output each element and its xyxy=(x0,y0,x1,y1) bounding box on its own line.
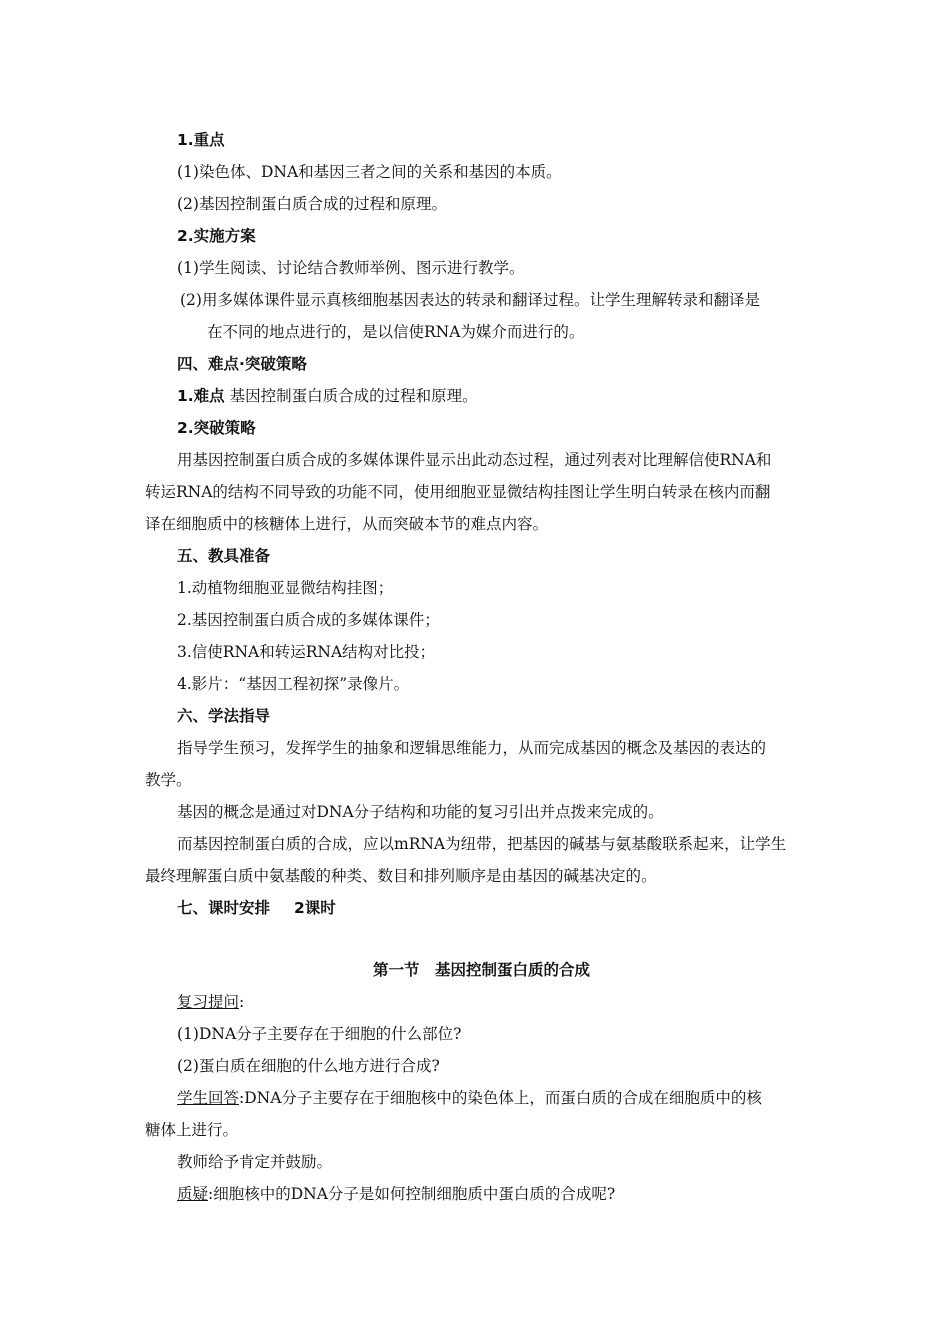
paragraph-line: (2)用多媒体课件显示真核细胞基因表达的转录和翻译过程。让学生理解转录和翻译是 xyxy=(180,291,760,309)
review-label: 复习提问 xyxy=(177,993,240,1011)
paragraph-line: 最终理解蛋白质中氨基酸的种类、数目和排列顺序是由基因的碱基决定的。 xyxy=(145,867,657,885)
question-item: (2)蛋白质在细胞的什么地方进行合成? xyxy=(177,1057,440,1075)
query-label: 质疑 xyxy=(177,1185,209,1203)
heading-strategy: 2.突破策略 xyxy=(177,419,256,437)
difficulty-text: 基因控制蛋白质合成的过程和原理。 xyxy=(229,387,478,405)
heading-difficulty: 四、难点·突破策略 xyxy=(177,355,307,373)
paragraph-line: 而基因控制蛋白质的合成，应以mRNA为纽带，把基因的碱基与氨基酸联系起来，让学生 xyxy=(177,835,787,853)
section-title: 第一节 基因控制蛋白质的合成 xyxy=(373,961,591,979)
paragraph-line xyxy=(177,1184,615,1204)
paragraph-line: 用基因控制蛋白质合成的多媒体课件显示出此动态过程，通过列表对比理解信使RNA和 xyxy=(177,451,772,469)
question-item: (1)DNA分子主要存在于细胞的什么部位? xyxy=(177,1025,462,1043)
answer-text: :DNA分子主要存在于细胞核中的染色体上，而蛋白质的合成在细胞质中的核 xyxy=(239,1089,762,1107)
paragraph-line xyxy=(177,992,244,1012)
list-item: 3.信使RNA和转运RNA结构对比投； xyxy=(177,643,436,661)
difficulty-label: 1.难点 xyxy=(177,387,225,405)
heading-study-guide: 六、学法指导 xyxy=(177,707,271,725)
schedule-label: 七、课时安排 xyxy=(177,899,271,917)
paragraph-line: 指导学生预习，发挥学生的抽象和逻辑思维能力，从而完成基因的概念及基因的表达的 xyxy=(177,739,767,757)
heading-implementation: 2.实施方案 xyxy=(177,227,256,245)
heading-schedule xyxy=(177,898,336,918)
paragraph-line: (2)基因控制蛋白质合成的过程和原理。 xyxy=(177,195,447,213)
list-item: 1.动植物细胞亚显微结构挂图； xyxy=(177,579,394,597)
paragraph-line: 教师给予肯定并鼓励。 xyxy=(177,1153,333,1171)
paragraph-line: 转运RNA的结构不同导致的功能不同，使用细胞亚显微结构挂图让学生明白转录在核内而翻 xyxy=(145,483,771,501)
paragraph-line xyxy=(177,386,478,406)
query-text: :细胞核中的DNA分子是如何控制细胞质中蛋白质的合成呢? xyxy=(208,1185,616,1203)
paragraph-line: 糖体上进行。 xyxy=(145,1121,239,1139)
answer-label: 学生回答 xyxy=(177,1089,240,1107)
paragraph-line: 基因的概念是通过对DNA分子结构和功能的复习引出并点拨来完成的。 xyxy=(177,803,664,821)
list-item: 2.基因控制蛋白质合成的多媒体课件； xyxy=(177,611,440,629)
schedule-value: 2课时 xyxy=(294,899,336,917)
review-colon: : xyxy=(239,993,245,1011)
paragraph-line: (1)染色体、DNA和基因三者之间的关系和基因的本质。 xyxy=(177,163,562,181)
paragraph-line: 教学。 xyxy=(145,771,192,789)
list-item: 4.影片：“基因工程初探”录像片。 xyxy=(177,675,410,693)
paragraph-line: 在不同的地点进行的，是以信使RNA为媒介而进行的。 xyxy=(207,323,585,341)
heading-teaching-aids: 五、教具准备 xyxy=(177,547,271,565)
paragraph-line: (1)学生阅读、讨论结合教师举例、图示进行教学。 xyxy=(177,259,525,277)
paragraph-line: 译在细胞质中的核糖体上进行，从而突破本节的难点内容。 xyxy=(145,515,549,533)
heading-key-points: 1.重点 xyxy=(177,131,225,149)
paragraph-line xyxy=(177,1088,762,1108)
